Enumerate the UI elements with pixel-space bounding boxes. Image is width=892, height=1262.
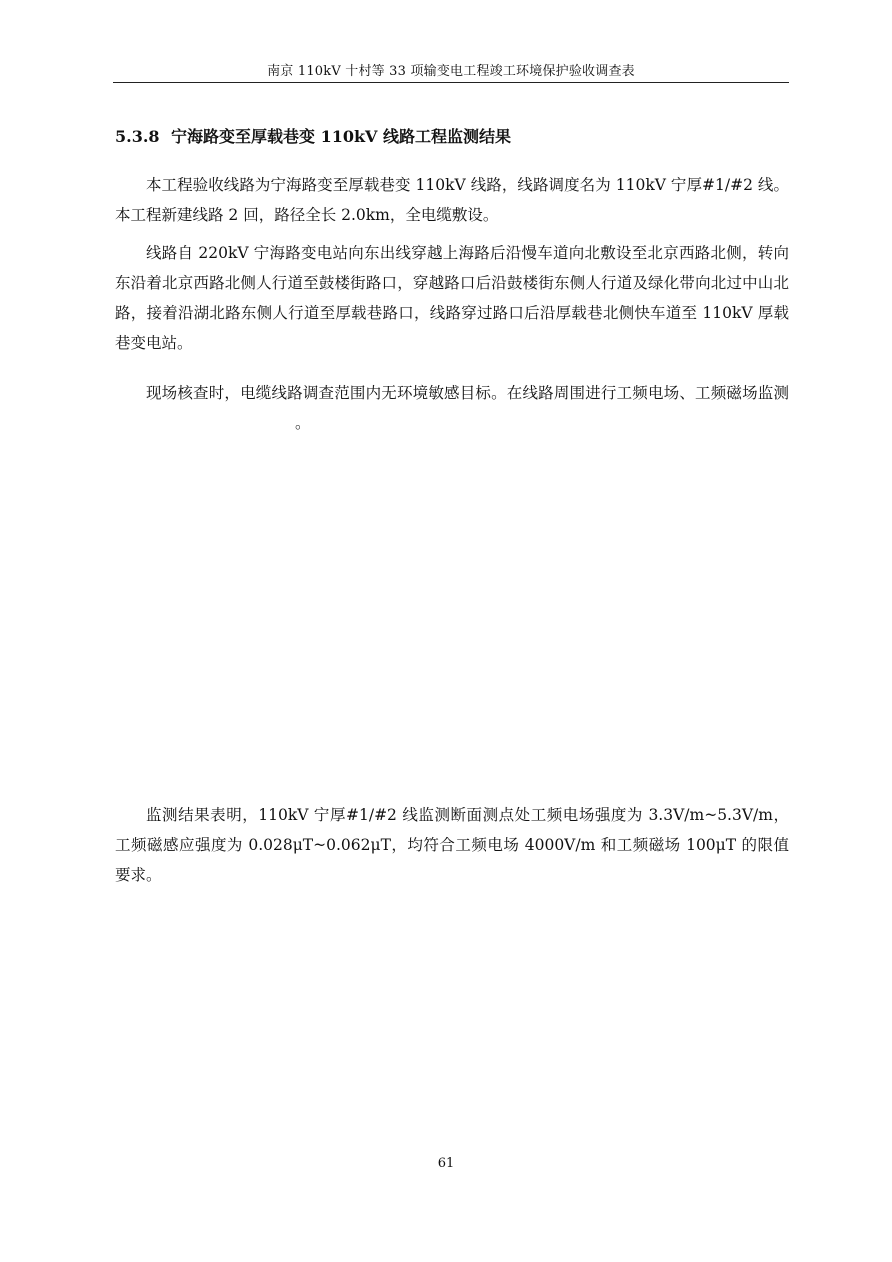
paragraph-site-check bbox=[115, 378, 789, 438]
running-header: 南京 110kV 十村等 33 项输变电工程竣工环境保护验收调查表 bbox=[267, 64, 635, 79]
page-number: 61 bbox=[437, 1156, 455, 1171]
site-check-end-mark: 。 bbox=[295, 414, 311, 432]
paragraph-route-description: 线路自 220kV 宁海路变电站向东出线穿越上海路后沿慢车道向北敷设至北京西路北侧，转向东沿着北京西路北侧人行道至鼓楼街路口，穿越路口后沿鼓楼街东侧人行道及绿化带向北过中山北路，接着沿湖北路东侧人行道至厚载巷路口，线路穿过路口后沿厚载巷北侧快车道至 110kV 厚载巷变电站。 bbox=[115, 244, 789, 352]
section-heading bbox=[115, 126, 789, 148]
header-divider bbox=[113, 82, 789, 83]
paragraph-monitoring-results: 监测结果表明，110kV 宁厚#1/#2 线监测断面测点处工频电场强度为 3.3V/m~5.3V/m，工频磁感应强度为 0.028μT~0.062μT，均符合工频电场 4000V/m 和工频磁场 100μT 的限值要求。 bbox=[115, 806, 789, 884]
section-title: 宁海路变至厚载巷变 110kV 线路工程监测结果 bbox=[171, 127, 512, 146]
paragraph-project-scope: 本工程验收线路为宁海路变至厚载巷变 110kV 线路，线路调度名为 110kV 宁厚#1/#2 线。本工程新建线路 2 回，路径全长 2.0km，全电缆敷设。 bbox=[115, 176, 789, 224]
section-number: 5.3.8 bbox=[115, 127, 160, 146]
site-check-text: 现场核查时，电缆线路调查范围内无环境敏感目标。在线路周围进行工频电场、工频磁场监测 bbox=[146, 384, 789, 402]
